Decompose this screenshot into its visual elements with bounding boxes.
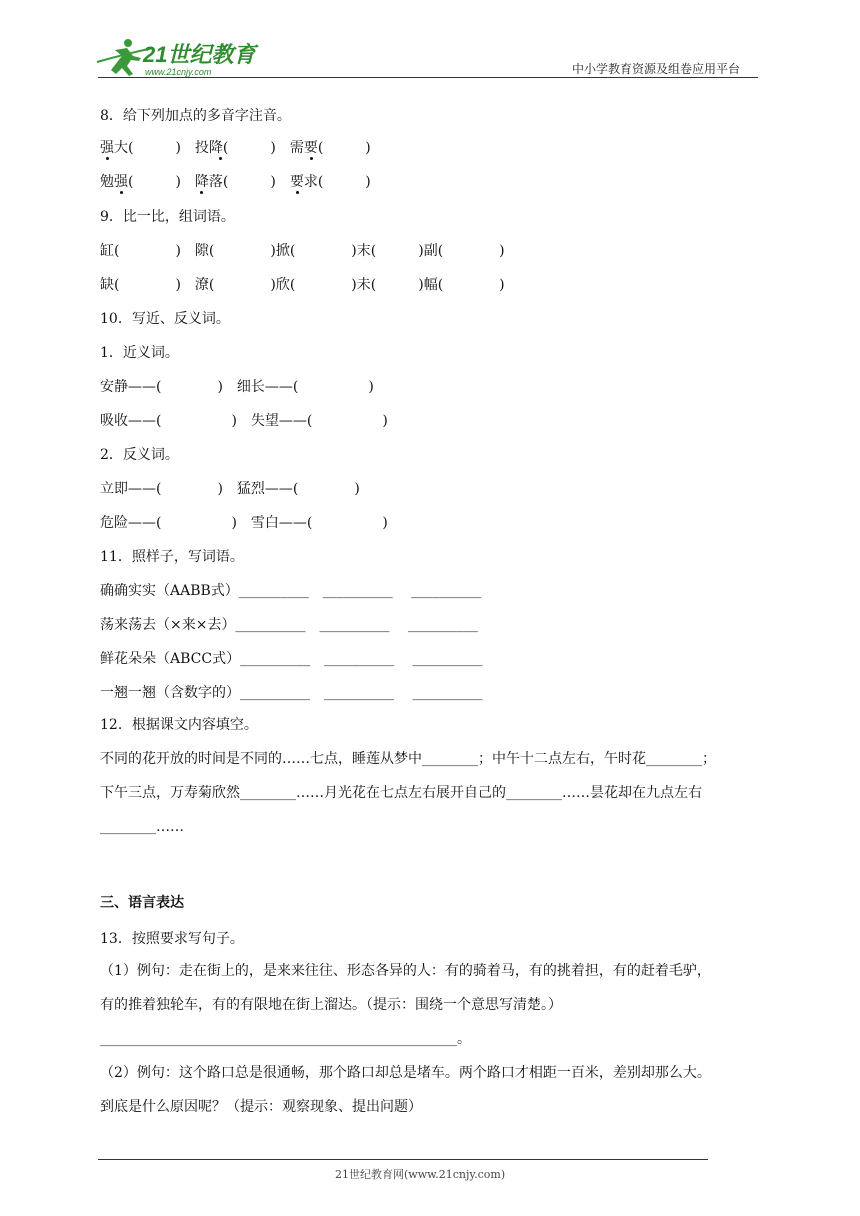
q11-row-4: 一翘一翘（含数字的）__________ __________ __________ — [100, 685, 483, 701]
q11-row-3: 鲜花朵朵（ABCC式）__________ __________ __________ — [100, 651, 483, 667]
q13-part2-example-b: 到底是什么原因呢？（提示：观察现象、提出问题） — [100, 1099, 422, 1115]
q11-row-1: 确确实实（AABB式）__________ __________ __________ — [100, 583, 482, 599]
q9-row-2: 缺( ) 潦( )欣( )未( )幅( ) — [100, 277, 505, 293]
emphasis-dot — [106, 157, 109, 160]
q11-row-2: 荡来荡去（×来×去）__________ __________ __________ — [100, 617, 478, 633]
q13-title: 13．按照要求写句子。 — [100, 931, 244, 947]
q10-sub-antonyms: 2．反义词。 — [100, 447, 179, 463]
q10-antonym-row-1: 立即——( ) 猛烈——( ) — [100, 481, 360, 497]
q12-line-3: ________…… — [100, 819, 184, 835]
q12-line-1: 不同的花开放的时间是不同的……七点，睡莲从梦中________；中午十二点左右，午时花________； — [100, 751, 716, 767]
q10-synonym-row-1: 安静——( ) 细长——( ) — [100, 379, 374, 395]
q9-title: 9．比一比，组词语。 — [100, 209, 235, 225]
q13-part1-example-a: （1）例句：走在街上的，是来来往往、形态各异的人：有的骑着马，有的挑着担，有的赶着毛驴， — [100, 963, 711, 979]
q13-part1-example-b: 有的推着独轮车，有的有限地在街上溜达。（提示：围绕一个意思写清楚。） — [100, 997, 562, 1013]
q13-part1-answer-line: ___________________________________________________。 — [100, 1031, 471, 1047]
emphasis-dot — [310, 157, 313, 160]
q10-antonym-row-2: 危险——( ) 雪白——( ) — [100, 515, 388, 531]
emphasis-dot — [219, 157, 222, 160]
q8-row-1: 强大( ) 投降( ) 需要( ) — [100, 140, 371, 156]
header-divider — [98, 77, 758, 78]
q8-row-2: 勉强( ) 降落( ) 要求( ) — [100, 174, 371, 190]
q13-part2-example-a: （2）例句：这个路口总是很通畅，那个路口却总是堵车。两个路口才相距一百米，差别却那么大。 — [100, 1065, 711, 1081]
footer-text: 21世纪教育网(www.21cnjy.com) — [335, 1168, 506, 1181]
emphasis-dot — [296, 191, 299, 194]
q9-row-1: 缸( ) 隙( )掀( )末( )副( ) — [100, 243, 505, 259]
q8-title: 8．给下列加点的多音字注音。 — [100, 108, 291, 124]
q10-sub-synonyms: 1．近义词。 — [100, 345, 179, 361]
site-logo — [95, 34, 265, 78]
emphasis-dot — [200, 191, 203, 194]
svg-text:21世纪教育: 21世纪教育 — [143, 42, 256, 67]
q11-title: 11．照样子，写词语。 — [100, 549, 244, 565]
section-title: 三、语言表达 — [100, 895, 184, 911]
svg-text:www.21cnjy.com: www.21cnjy.com — [145, 67, 212, 77]
emphasis-dot — [120, 191, 123, 194]
q12-line-2: 下午三点，万寿菊欣然________……月光花在七点左右展开自己的________……昙花却在九点左右 — [100, 785, 702, 801]
platform-name: 中小学教育资源及组卷应用平台 — [572, 62, 741, 76]
q10-synonym-row-2: 吸收——( ) 失望——( ) — [100, 413, 388, 429]
q10-title: 10．写近、反义词。 — [100, 311, 230, 327]
footer-divider — [98, 1159, 708, 1160]
q12-title: 12．根据课文内容填空。 — [100, 717, 258, 733]
